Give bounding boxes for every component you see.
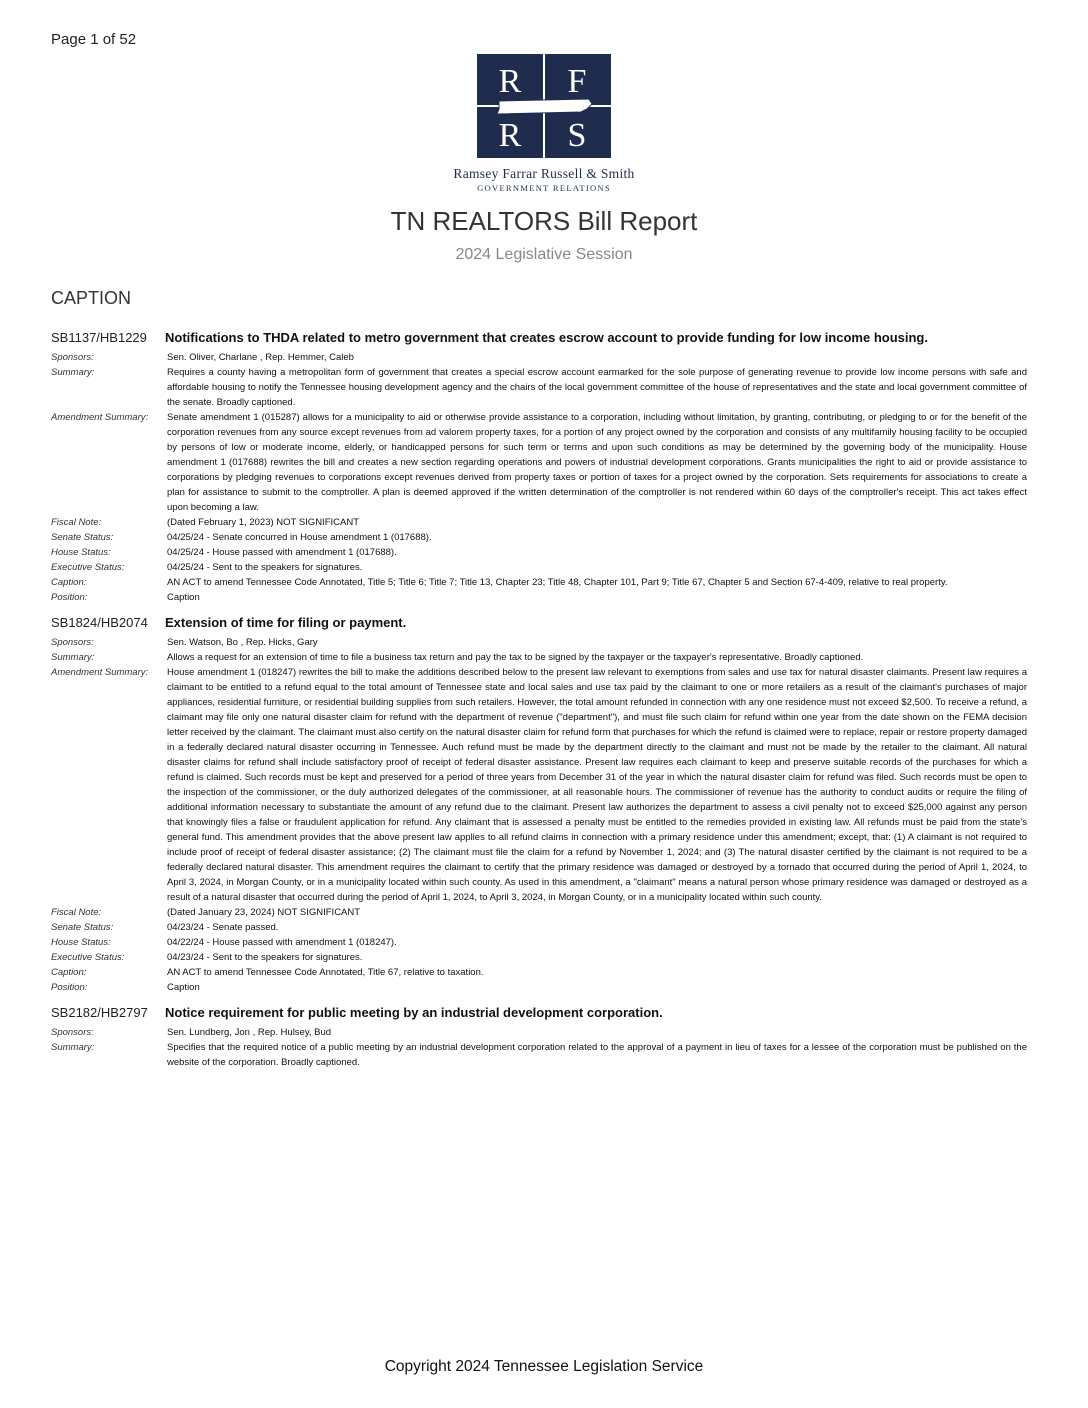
rfrs-logo-icon bbox=[477, 54, 611, 158]
field-value: 04/25/24 - Sent to the speakers for signatures. bbox=[167, 562, 363, 573]
field-label: Executive Status: bbox=[51, 562, 125, 573]
field-value: 04/25/24 - House passed with amendment 1 (017688). bbox=[167, 547, 397, 558]
field-label: Summary: bbox=[51, 367, 95, 378]
report-title: TN REALTORS Bill Report bbox=[390, 206, 698, 236]
firm-name: Ramsey Farrar Russell & Smith bbox=[453, 166, 635, 181]
bill-field-row bbox=[51, 530, 1027, 545]
bill-field-row bbox=[51, 1025, 1027, 1040]
field-label: Amendment Summary: bbox=[51, 667, 149, 678]
field-label: House Status: bbox=[51, 937, 111, 948]
bill-field-row bbox=[51, 950, 1027, 965]
logo-letter-f: F bbox=[567, 63, 587, 100]
bill-entry bbox=[51, 615, 1027, 995]
bill-number: SB1137/HB1229 bbox=[51, 330, 147, 345]
field-value: 04/22/24 - House passed with amendment 1 (018247). bbox=[167, 937, 397, 948]
bill-field-row bbox=[51, 410, 1027, 515]
field-value: 04/23/24 - Sent to the speakers for signatures. bbox=[167, 952, 363, 963]
field-label: Summary: bbox=[51, 1042, 95, 1053]
bill-field-row bbox=[51, 560, 1027, 575]
field-label: Sponsors: bbox=[51, 637, 94, 648]
logo-letter-r2: R bbox=[498, 117, 522, 154]
bill-header bbox=[51, 330, 1027, 345]
bill-field-row bbox=[51, 515, 1027, 530]
field-value: Specifies that the required notice of a public meeting by an industrial development corporation related to the approval of a payment in lieu of taxes for a lessee of the corporation must be published on the website of the corporation. Broadly captioned. bbox=[167, 1042, 1027, 1068]
field-label: Senate Status: bbox=[51, 922, 114, 933]
field-value: Caption bbox=[167, 982, 200, 993]
report-subtitle: 2024 Legislative Session bbox=[455, 246, 633, 263]
field-label: Summary: bbox=[51, 652, 95, 663]
field-value: (Dated January 23, 2024) NOT SIGNIFICANT bbox=[167, 907, 361, 918]
bill-title: Extension of time for filing or payment. bbox=[165, 615, 407, 630]
footer-copyright: Copyright 2024 Tennessee Legislation Service bbox=[384, 1358, 704, 1375]
field-label: Position: bbox=[51, 592, 88, 603]
firm-subtitle: GOVERNMENT RELATIONS bbox=[477, 183, 611, 193]
field-label: Amendment Summary: bbox=[51, 412, 149, 423]
bill-field-row bbox=[51, 635, 1027, 650]
field-value: AN ACT to amend Tennessee Code Annotated, Title 67, relative to taxation. bbox=[167, 967, 484, 978]
logo-letter-r1: R bbox=[498, 63, 522, 100]
field-value: AN ACT to amend Tennessee Code Annotated, Title 5; Title 6; Title 7; Title 13, Chapter 23; Title 48, Chapter 101, Part 9; Title 67, Chapter 5 and Section 67-4-409, relative to real property. bbox=[167, 577, 948, 588]
bill-field-row bbox=[51, 980, 1027, 995]
bill-list bbox=[51, 330, 1027, 1080]
bill-field-row bbox=[51, 365, 1027, 410]
field-label: Caption: bbox=[51, 577, 87, 588]
bill-number: SB2182/HB2797 bbox=[51, 1005, 148, 1020]
bill-entry bbox=[51, 330, 1027, 605]
bill-header bbox=[51, 1005, 1027, 1020]
field-label: Fiscal Note: bbox=[51, 517, 102, 528]
field-value: Requires a county having a metropolitan form of government that creates a special escrow account earmarked for the sole purpose of generating revenue to provide low income persons with safe and affordable housing to notify the Tennessee housing development agency and the chairs of the local government committee of the house of representatives and the state and local government committee of the senate. Broadly captioned. bbox=[167, 367, 1027, 408]
field-label: Executive Status: bbox=[51, 952, 125, 963]
bill-title: Notice requirement for public meeting by an industrial development corporation. bbox=[165, 1005, 663, 1020]
bill-field-row bbox=[51, 650, 1027, 665]
bill-field-row bbox=[51, 965, 1027, 980]
firm-logo bbox=[418, 54, 670, 193]
field-label: Fiscal Note: bbox=[51, 907, 102, 918]
field-label: Position: bbox=[51, 982, 88, 993]
field-value: Caption bbox=[167, 592, 200, 603]
bill-header bbox=[51, 615, 1027, 630]
field-value: Senate amendment 1 (015287) allows for a municipality to aid or otherwise provide assistance to a corporation, including without limitation, by granting, contributing, or pledging to or for the benefit of the corporation revenues from any source except revenues from ad valorem property taxes, for a portion of any project owned by the corporation and consists of any multifamily housing facility to be occupied by persons of low or moderate income, elderly, or handicapped persons for such term or terms and upon such conditions as may be determined by the governing body of the municipality. House amendment 1 (017688) rewrites the bill and creates a new section regarding operations and powers of industrial development corporations. Grants municipalities the right to aid or provide assistance to corporations by pledging revenues to corporations except revenues derived from property taxes or portion of taxes for a project owned by the corporation. Sets requirements for associations to create a plan for assistance to submit to the comptroller. A plan is deemed approved if the written determination of the comptroller is not rendered within 60 days of the comptroller's receipt. This act takes effect upon becoming a law. bbox=[167, 412, 1027, 513]
bill-field-row bbox=[51, 920, 1027, 935]
bill-title: Notifications to THDA related to metro government that creates escrow account to provide funding for low income housing. bbox=[165, 330, 928, 345]
field-value: Sen. Watson, Bo , Rep. Hicks, Gary bbox=[167, 637, 318, 648]
section-heading: CAPTION bbox=[51, 288, 132, 308]
field-label: Senate Status: bbox=[51, 532, 114, 543]
bill-field-row bbox=[51, 905, 1027, 920]
bill-number: SB1824/HB2074 bbox=[51, 615, 148, 630]
bill-entry bbox=[51, 1005, 1027, 1070]
field-value: 04/25/24 - Senate concurred in House amendment 1 (017688). bbox=[167, 532, 432, 543]
field-value: Sen. Lundberg, Jon , Rep. Hulsey, Bud bbox=[167, 1027, 332, 1038]
field-value: Sen. Oliver, Charlane , Rep. Hemmer, Caleb bbox=[167, 352, 354, 363]
field-label: Caption: bbox=[51, 967, 87, 978]
field-value: 04/23/24 - Senate passed. bbox=[167, 922, 279, 933]
bill-field-row bbox=[51, 665, 1027, 905]
bill-field-row bbox=[51, 350, 1027, 365]
field-value: (Dated February 1, 2023) NOT SIGNIFICANT bbox=[167, 517, 359, 528]
field-label: Sponsors: bbox=[51, 352, 94, 363]
bill-field-row bbox=[51, 1040, 1027, 1070]
field-label: Sponsors: bbox=[51, 1027, 94, 1038]
field-label: House Status: bbox=[51, 547, 111, 558]
bill-field-row bbox=[51, 590, 1027, 605]
bill-field-row bbox=[51, 575, 1027, 590]
page-number: Page 1 of 52 bbox=[51, 31, 137, 48]
bill-field-row bbox=[51, 545, 1027, 560]
field-value: House amendment 1 (018247) rewrites the bill to make the additions described below to the present law relevant to exemptions from sales and use tax for natural disaster claimants. Present law requires a claimant to be entitled to a refund equal to the total amount of Tennessee state and local sales and use tax paid by the claimant to one or more retailers as a result of the claimant's purchases of major appliances, residential furniture, or residential building supplies from such retailers. However, the total amount refunded in connection with any one residence must not exceed $2,500. To receive a refund, a claimant may file only one natural disaster claim for refund with the department of revenue ("department"), and must file such claim for refund within one year from the date shown on the FEMA decision letter received by the claimant. The claimant must also certify on the natural disaster claim for refund form that purchases for which the refund is claimed were to replace, repair or restore property damaged in a federally declared natural disaster occurring in Tennessee. Auch refund must be made by the department directly to the claimant and must not be made by the retailer to the claimant. All natural disaster claims for refund shall include satisfactory proof of receipt of federal disaster assistance. Present law requires each claimant to keep and preserve suitable records of the purchases for which a refund is claimed. Such records must be kept and preserved for a period of three years from December 31 of the year in which the natural disaster claim for refund was filed. Such records must be open to the inspection of the commissioner, or the duly authorized delegates of the commissioner, at all reasonable hours. The commissioner of revenue has the authority to conduct audits or require the filing of additional information necessary to substantiate the amount of any refund due to the claimant. Present law authorizes the department to assess a civil penalty not to exceed $25,000 against any person that knowingly files a false or fraudulent application for refund. Any claimant that is assessed a penalty must be entitled to the remedies provided in existing law. All refunds must be paid from the state's general fund. This amendment provides that the above present law applies to all refund claims in connection with a primary residence under this amendment; except, that: (1) A claimant is not required to include proof of receipt of federal disaster assistance; (2) The claimant must file the claim for a refund by November 1, 2024; and (3) The natural disaster certified by the claimant is not required to be a federally declared natural disaster. This amendment requires the claimant to certify that the primary residence was damaged or destroyed by a tornado that occurred during the period of April 1, 2024, to April 3, 2024, in Morgan County, or in a municipality located within such county. As used in this amendment, a "claimant" means a natural person whose primary residence was damaged or destroyed as a result of a natural disaster that occurred during the period of April 1, 2024, to April 3, 2024, in Morgan County, or in a municipality located within such county. bbox=[167, 667, 1027, 903]
field-value: Allows a request for an extension of time to file a business tax return and pay the tax to be signed by the taxpayer or the taxpayer's representative. Broadly captioned. bbox=[167, 652, 864, 663]
bill-field-row bbox=[51, 935, 1027, 950]
logo-letter-s: S bbox=[567, 117, 587, 154]
